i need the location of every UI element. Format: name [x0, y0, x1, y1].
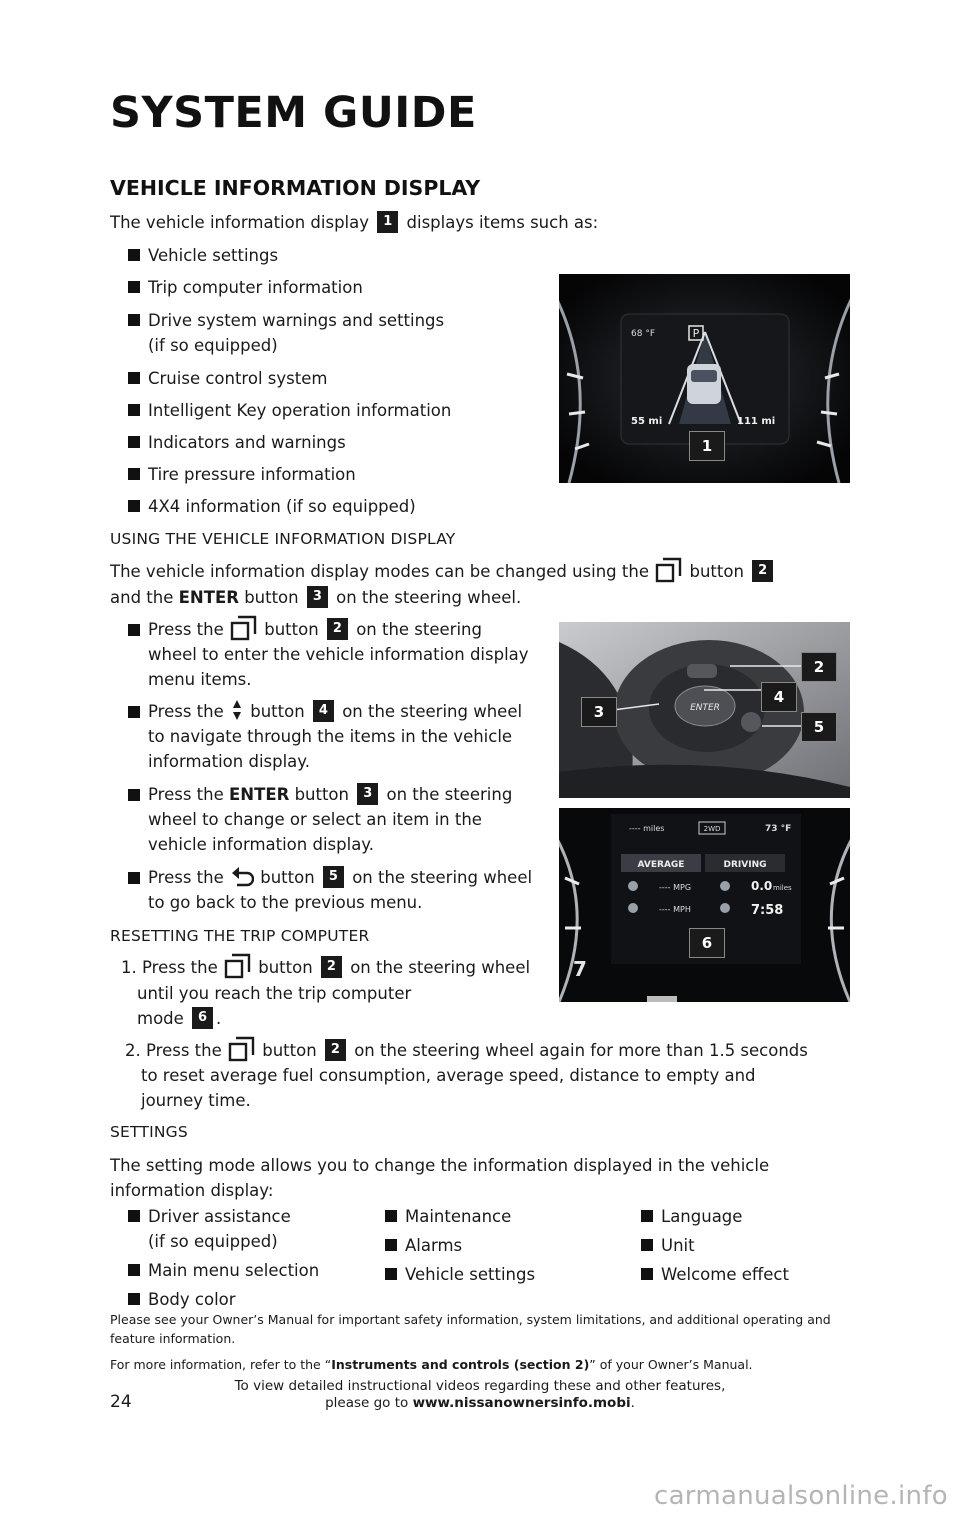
bullet-icon [128, 404, 140, 416]
callout-6: 6 [689, 928, 725, 958]
list-item: Intelligent Key operation information [148, 401, 452, 420]
trip-computer-graphic [559, 808, 850, 1002]
callout-2: 2 [801, 652, 837, 682]
step-1-line-3: menu items. [148, 670, 252, 689]
step-3-line-2: wheel to change or select an item in the [148, 810, 482, 829]
step-text: button [264, 620, 319, 639]
list-item-continued: (if so equipped) [148, 336, 278, 355]
reset-text: button [258, 958, 313, 977]
bullet-icon [128, 372, 140, 384]
settings-line-2: information display: [110, 1181, 274, 1200]
bullet-icon [128, 500, 140, 512]
step-text: button [250, 702, 305, 721]
intro-text: The vehicle information display [110, 213, 370, 232]
bullet-icon [128, 249, 140, 261]
footer-reference [110, 1357, 753, 1372]
trip-distance-unit: miles [773, 884, 792, 892]
back-arrow-icon [230, 863, 254, 889]
settings-line-1: The setting mode allows you to change the information displayed in the vehicle [110, 1156, 770, 1175]
avg-mph: ---- MPH [659, 905, 691, 914]
watermark: carmanualsonline.info [653, 1481, 948, 1511]
display-button-icon [224, 953, 252, 979]
callout-badge: 1 [377, 211, 398, 233]
callout-badge: 5 [323, 866, 344, 888]
using-text: button [244, 588, 299, 607]
settings-heading: SETTINGS [110, 1123, 188, 1141]
section-title: VEHICLE INFORMATION DISPLAY [110, 176, 481, 200]
bullet-icon [128, 706, 140, 718]
bullet-icon [128, 436, 140, 448]
using-heading: USING THE VEHICLE INFORMATION DISPLAY [110, 530, 456, 548]
step-text: button [260, 868, 315, 887]
settings-item: Driver assistance [148, 1207, 291, 1226]
using-line-2 [110, 585, 521, 610]
bullet-icon [385, 1210, 397, 1222]
step-text: on the steering [386, 785, 513, 804]
settings-item: Maintenance [405, 1207, 512, 1226]
reset-text: on the steering wheel [350, 958, 531, 977]
step-3-line-3: vehicle information display. [148, 835, 374, 854]
callout-badge: 4 [313, 700, 334, 722]
video-text: please go to [325, 1395, 413, 1411]
list-item: Drive system warnings and settings [148, 311, 445, 330]
footer-note-2: feature information. [110, 1331, 236, 1346]
callout-badge: 2 [327, 618, 348, 640]
callout-badge: 2 [321, 956, 342, 978]
reset-step-1-line-1 [121, 955, 530, 982]
settings-item-continued: (if so equipped) [148, 1232, 278, 1251]
list-item: Tire pressure information [148, 465, 356, 484]
ref-text: ” of your Owner’s Manual. [589, 1357, 753, 1372]
settings-item: Language [661, 1207, 743, 1226]
bullet-icon [641, 1239, 653, 1251]
settings-item: Alarms [405, 1236, 463, 1255]
bullet-icon [641, 1210, 653, 1222]
reset-text: mode [137, 1009, 184, 1028]
bullet-icon [128, 624, 140, 636]
trip-time: 7:58 [751, 903, 784, 918]
reset-step-1-line-2: until you reach the trip computer [137, 984, 412, 1003]
page-number: 24 [110, 1392, 132, 1412]
using-line-1 [110, 559, 776, 586]
bullet-icon [128, 872, 140, 884]
list-item: Vehicle settings [148, 246, 279, 265]
callout-badge: 3 [307, 586, 328, 608]
step-1-line-1 [148, 617, 482, 644]
reset-step-2-line-3: journey time. [141, 1091, 251, 1110]
reset-text: button [262, 1041, 317, 1060]
step-2-line-3: information display. [148, 752, 310, 771]
bullet-icon [128, 314, 140, 326]
reset-text: on the steering wheel again for more than 1.5 seconds [354, 1041, 808, 1060]
step-text: on the steering wheel [342, 702, 523, 721]
bullet-icon [641, 1268, 653, 1280]
reset-text: 1. Press the [121, 958, 218, 977]
svg-text:7: 7 [573, 957, 587, 981]
bullet-icon [385, 1239, 397, 1251]
video-note-1: To view detailed instructional videos regarding these and other features, [234, 1378, 726, 1394]
settings-item: Welcome effect [661, 1265, 789, 1284]
settings-item: Vehicle settings [405, 1265, 536, 1284]
display-button-icon [655, 557, 683, 583]
callout-5: 5 [801, 712, 837, 742]
drive-mode: 2WD [703, 825, 721, 833]
step-3-line-1 [148, 782, 512, 807]
using-text: on the steering wheel. [336, 588, 522, 607]
page-header-title: SYSTEM GUIDE [110, 88, 477, 138]
ref-section-link: Instruments and controls (section 2) [331, 1357, 590, 1372]
callout-3: 3 [581, 697, 617, 727]
step-text: on the steering wheel [352, 868, 533, 887]
callout-badge: 2 [752, 560, 773, 582]
video-text: . [630, 1395, 635, 1411]
gear-indicator: P [692, 327, 700, 340]
trip-temp: 73 °F [765, 824, 792, 834]
callout-1: 1 [689, 431, 725, 461]
using-text: button [689, 562, 744, 581]
website-link[interactable]: www.nissanownersinfo.mobi [412, 1395, 631, 1411]
bullet-icon [128, 1210, 140, 1222]
range-left: 55 mi [631, 416, 663, 427]
reset-heading: RESETTING THE TRIP COMPUTER [110, 927, 370, 945]
ref-text: For more information, refer to the “ [110, 1357, 332, 1372]
list-item: Trip computer information [148, 278, 363, 297]
list-item: Cruise control system [148, 369, 328, 388]
step-2-line-1 [148, 699, 522, 726]
instrument-display-photo [559, 274, 850, 483]
list-item: 4X4 information (if so equipped) [148, 497, 416, 516]
callout-4: 4 [761, 682, 797, 712]
step-text: Press the [148, 785, 224, 804]
bullet-icon [128, 789, 140, 801]
display-button-icon [228, 1036, 256, 1062]
bullet-icon [128, 281, 140, 293]
bullet-icon [385, 1268, 397, 1280]
display-button-icon [230, 615, 258, 641]
using-text: and the [110, 588, 174, 607]
settings-item: Body color [148, 1290, 236, 1309]
step-text: button [294, 785, 349, 804]
trip-top-left: ---- miles [629, 824, 665, 833]
step-2-line-2: to navigate through the items in the vehicle [148, 727, 513, 746]
step-text: Press the [148, 702, 224, 721]
footer-note-1: Please see your Owner’s Manual for important safety information, system limitations, and additional operating and [110, 1312, 831, 1327]
trip-distance: 0.0 [751, 879, 773, 893]
step-4-line-1 [148, 865, 532, 892]
using-text: The vehicle information display modes can be changed using the [110, 562, 649, 581]
intro-text-end: displays items such as: [406, 213, 599, 232]
settings-item: Unit [661, 1236, 695, 1255]
intro-line [110, 210, 598, 235]
up-down-arrow-icon [230, 697, 244, 723]
callout-badge: 3 [357, 783, 378, 805]
outside-temp: 68 °F [631, 329, 655, 339]
list-item: Indicators and warnings [148, 433, 346, 452]
range-right: 111 mi [737, 416, 776, 427]
enter-label: ENTER [178, 588, 239, 607]
step-text: Press the [148, 620, 224, 639]
step-text: on the steering [356, 620, 482, 639]
trip-computer-photo [559, 808, 850, 1002]
avg-mpg: ---- MPG [659, 883, 692, 892]
step-1-line-2: wheel to enter the vehicle information display [148, 645, 529, 664]
bullet-icon [128, 468, 140, 480]
reset-step-1-line-3: mode 6 . [137, 1006, 221, 1031]
video-note-2 [180, 1395, 780, 1411]
callout-badge: 6 [192, 1007, 213, 1029]
reset-step-2-line-2: to reset average fuel consumption, average speed, distance to empty and [141, 1066, 756, 1085]
step-4-line-2: to go back to the previous menu. [148, 893, 423, 912]
steering-wheel-photo [559, 622, 850, 798]
reset-step-2-line-1 [125, 1038, 808, 1065]
settings-item: Main menu selection [148, 1261, 320, 1280]
reset-text: 2. Press the [125, 1041, 222, 1060]
enter-label: ENTER [229, 785, 290, 804]
bullet-icon [128, 1264, 140, 1276]
callout-badge: 2 [325, 1039, 346, 1061]
tab-average: AVERAGE [637, 860, 685, 870]
step-text: Press the [148, 868, 224, 887]
enter-button-label: ENTER [690, 703, 720, 713]
bullet-icon [128, 1293, 140, 1305]
tab-driving: DRIVING [723, 860, 767, 870]
